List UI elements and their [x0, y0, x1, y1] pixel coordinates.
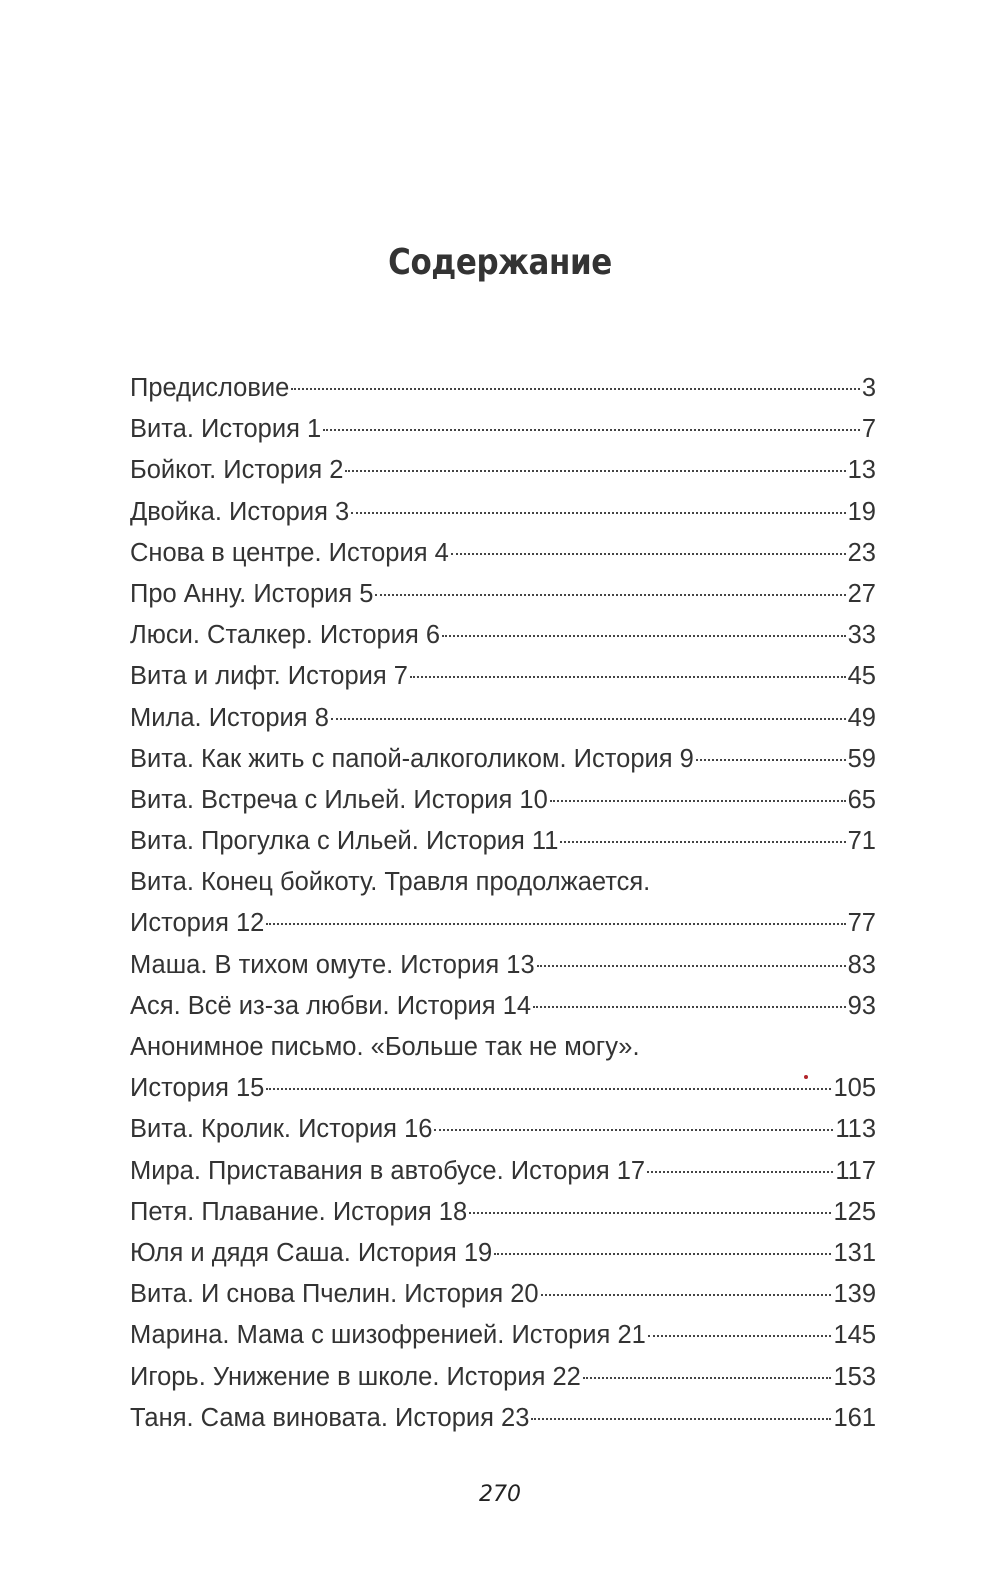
toc-entry-page: 59 [847, 744, 876, 773]
dot-leader [583, 1377, 832, 1379]
toc-entry [130, 1192, 876, 1233]
toc-entry-page: 77 [847, 909, 876, 938]
toc-entry-page: 113 [835, 1115, 876, 1144]
toc-entry-title: Ася. Всё из-за любви. История 14 [130, 991, 532, 1020]
toc-entry [130, 1274, 876, 1315]
toc-entry-page: 27 [847, 579, 876, 608]
dot-leader [648, 1335, 832, 1337]
dot-leader [331, 718, 846, 720]
toc-entry-title: Юля и дядя Саша. История 19 [130, 1238, 493, 1267]
dot-leader [696, 759, 846, 761]
toc-entry-title: Двойка. История 3 [130, 497, 350, 526]
toc-entry-page: 153 [833, 1362, 876, 1391]
toc-entry-page: 65 [847, 785, 876, 814]
toc-entry-page: 19 [847, 497, 876, 526]
toc-entry-page: 45 [847, 662, 876, 691]
toc-entry [130, 821, 876, 862]
toc-entry [130, 698, 876, 739]
toc-entry-title: Вита. История 1 [130, 415, 322, 444]
dot-leader [494, 1253, 831, 1255]
toc-entry-title: История 12 [130, 909, 265, 938]
toc-entry-title: Мила. История 8 [130, 703, 329, 732]
toc-entry-title: Про Анну. История 5 [130, 579, 374, 608]
toc-entry-title: Вита. И снова Пчелин. История 20 [130, 1280, 539, 1309]
toc-entry-page: 161 [833, 1403, 876, 1432]
dot-leader [351, 512, 845, 514]
dot-leader [442, 635, 846, 637]
toc-entry [130, 1151, 876, 1192]
toc-entry-title: Вита. Встреча с Ильей. История 10 [130, 785, 548, 814]
toc-entry-title: Маша. В тихом омуте. История 13 [130, 950, 535, 979]
toc-entry-title: Петя. Плавание. История 18 [130, 1197, 468, 1226]
toc-entry-page: 117 [835, 1156, 876, 1185]
toc-entry [130, 533, 876, 574]
toc-entry-page: 33 [847, 621, 876, 650]
toc-entry [130, 780, 876, 821]
toc-entry-page: 3 [861, 374, 876, 402]
toc-entry-title: Предисловие [130, 374, 290, 402]
toc-entry [130, 409, 876, 450]
toc-entry [130, 903, 876, 944]
dot-leader [647, 1171, 833, 1173]
toc-entry-page: 93 [847, 991, 876, 1020]
dot-leader [469, 1212, 831, 1214]
toc-entry-page: 23 [847, 538, 876, 567]
toc-entry [130, 615, 876, 656]
dot-leader [291, 388, 859, 390]
dot-leader [533, 1006, 846, 1008]
toc-entry [130, 1315, 876, 1356]
toc-entry [130, 1398, 876, 1439]
dot-leader [537, 965, 846, 967]
toc-entry [130, 492, 876, 533]
dot-leader [434, 1129, 833, 1131]
toc-entry-title: История 15 [130, 1074, 265, 1103]
toc-entry [130, 986, 876, 1027]
toc-entry-title: Бойкот. История 2 [130, 456, 344, 485]
page-number: 270 [479, 1482, 521, 1507]
toc-entry-page: 83 [847, 950, 876, 979]
toc-entry [130, 368, 876, 409]
toc-entry [130, 574, 876, 615]
toc-entry-title: Вита. Конец бойкоту. Травля продолжается. [130, 868, 651, 897]
toc-entry-page: 71 [847, 827, 876, 856]
toc-entry-title: Снова в центре. История 4 [130, 538, 449, 567]
toc-entry [130, 1357, 876, 1398]
dot-leader [266, 1088, 831, 1090]
toc-entry-first-line [130, 1027, 876, 1068]
dot-leader [375, 594, 845, 596]
toc-entry [130, 450, 876, 491]
dot-leader [410, 676, 846, 678]
toc-entry-page: 49 [847, 703, 876, 732]
toc-entry-page: 139 [833, 1280, 876, 1309]
toc-entry-first-line [130, 862, 876, 903]
toc-entry-title: Люси. Сталкер. История 6 [130, 621, 441, 650]
dot-leader [560, 841, 845, 843]
toc-entry [130, 945, 876, 986]
toc-entry-title: Анонимное письмо. «Больше так не могу». [130, 1033, 640, 1061]
dot-leader [345, 470, 845, 472]
dot-leader [531, 1418, 831, 1420]
toc-entry [130, 1109, 876, 1150]
toc-entry-page: 105 [833, 1074, 876, 1103]
toc-entry [130, 739, 876, 780]
toc-entry-page: 125 [833, 1197, 876, 1226]
table-of-contents [130, 368, 876, 1439]
toc-entry-title: Вита и лифт. История 7 [130, 662, 408, 691]
dot-leader [541, 1294, 832, 1296]
page-title: Содержание [388, 242, 612, 283]
toc-entry-title: Вита. Кролик. История 16 [130, 1115, 433, 1144]
toc-entry [130, 656, 876, 697]
toc-entry-title: Вита. Как жить с папой-алкоголиком. История 9 [130, 744, 694, 773]
toc-entry-page: 7 [861, 415, 876, 444]
toc-entry-title: Вита. Прогулка с Ильей. История 11 [130, 827, 559, 856]
dot-leader [266, 923, 845, 925]
toc-entry-page: 131 [833, 1238, 876, 1267]
toc-entry-page: 145 [833, 1321, 876, 1350]
toc-entry-title: Игорь. Унижение в школе. История 22 [130, 1362, 581, 1391]
toc-entry-title: Марина. Мама с шизофренией. История 21 [130, 1321, 646, 1350]
toc-entry [130, 1068, 876, 1109]
toc-entry-title: Таня. Сама виновата. История 23 [130, 1403, 530, 1432]
toc-entry [130, 1233, 876, 1274]
dot-leader [550, 800, 846, 802]
dot-leader [323, 429, 860, 431]
dot-leader [451, 553, 846, 555]
toc-entry-page: 13 [847, 456, 876, 485]
toc-entry-title: Мира. Приставания в автобусе. История 17 [130, 1156, 646, 1185]
ink-speck [804, 1075, 808, 1079]
